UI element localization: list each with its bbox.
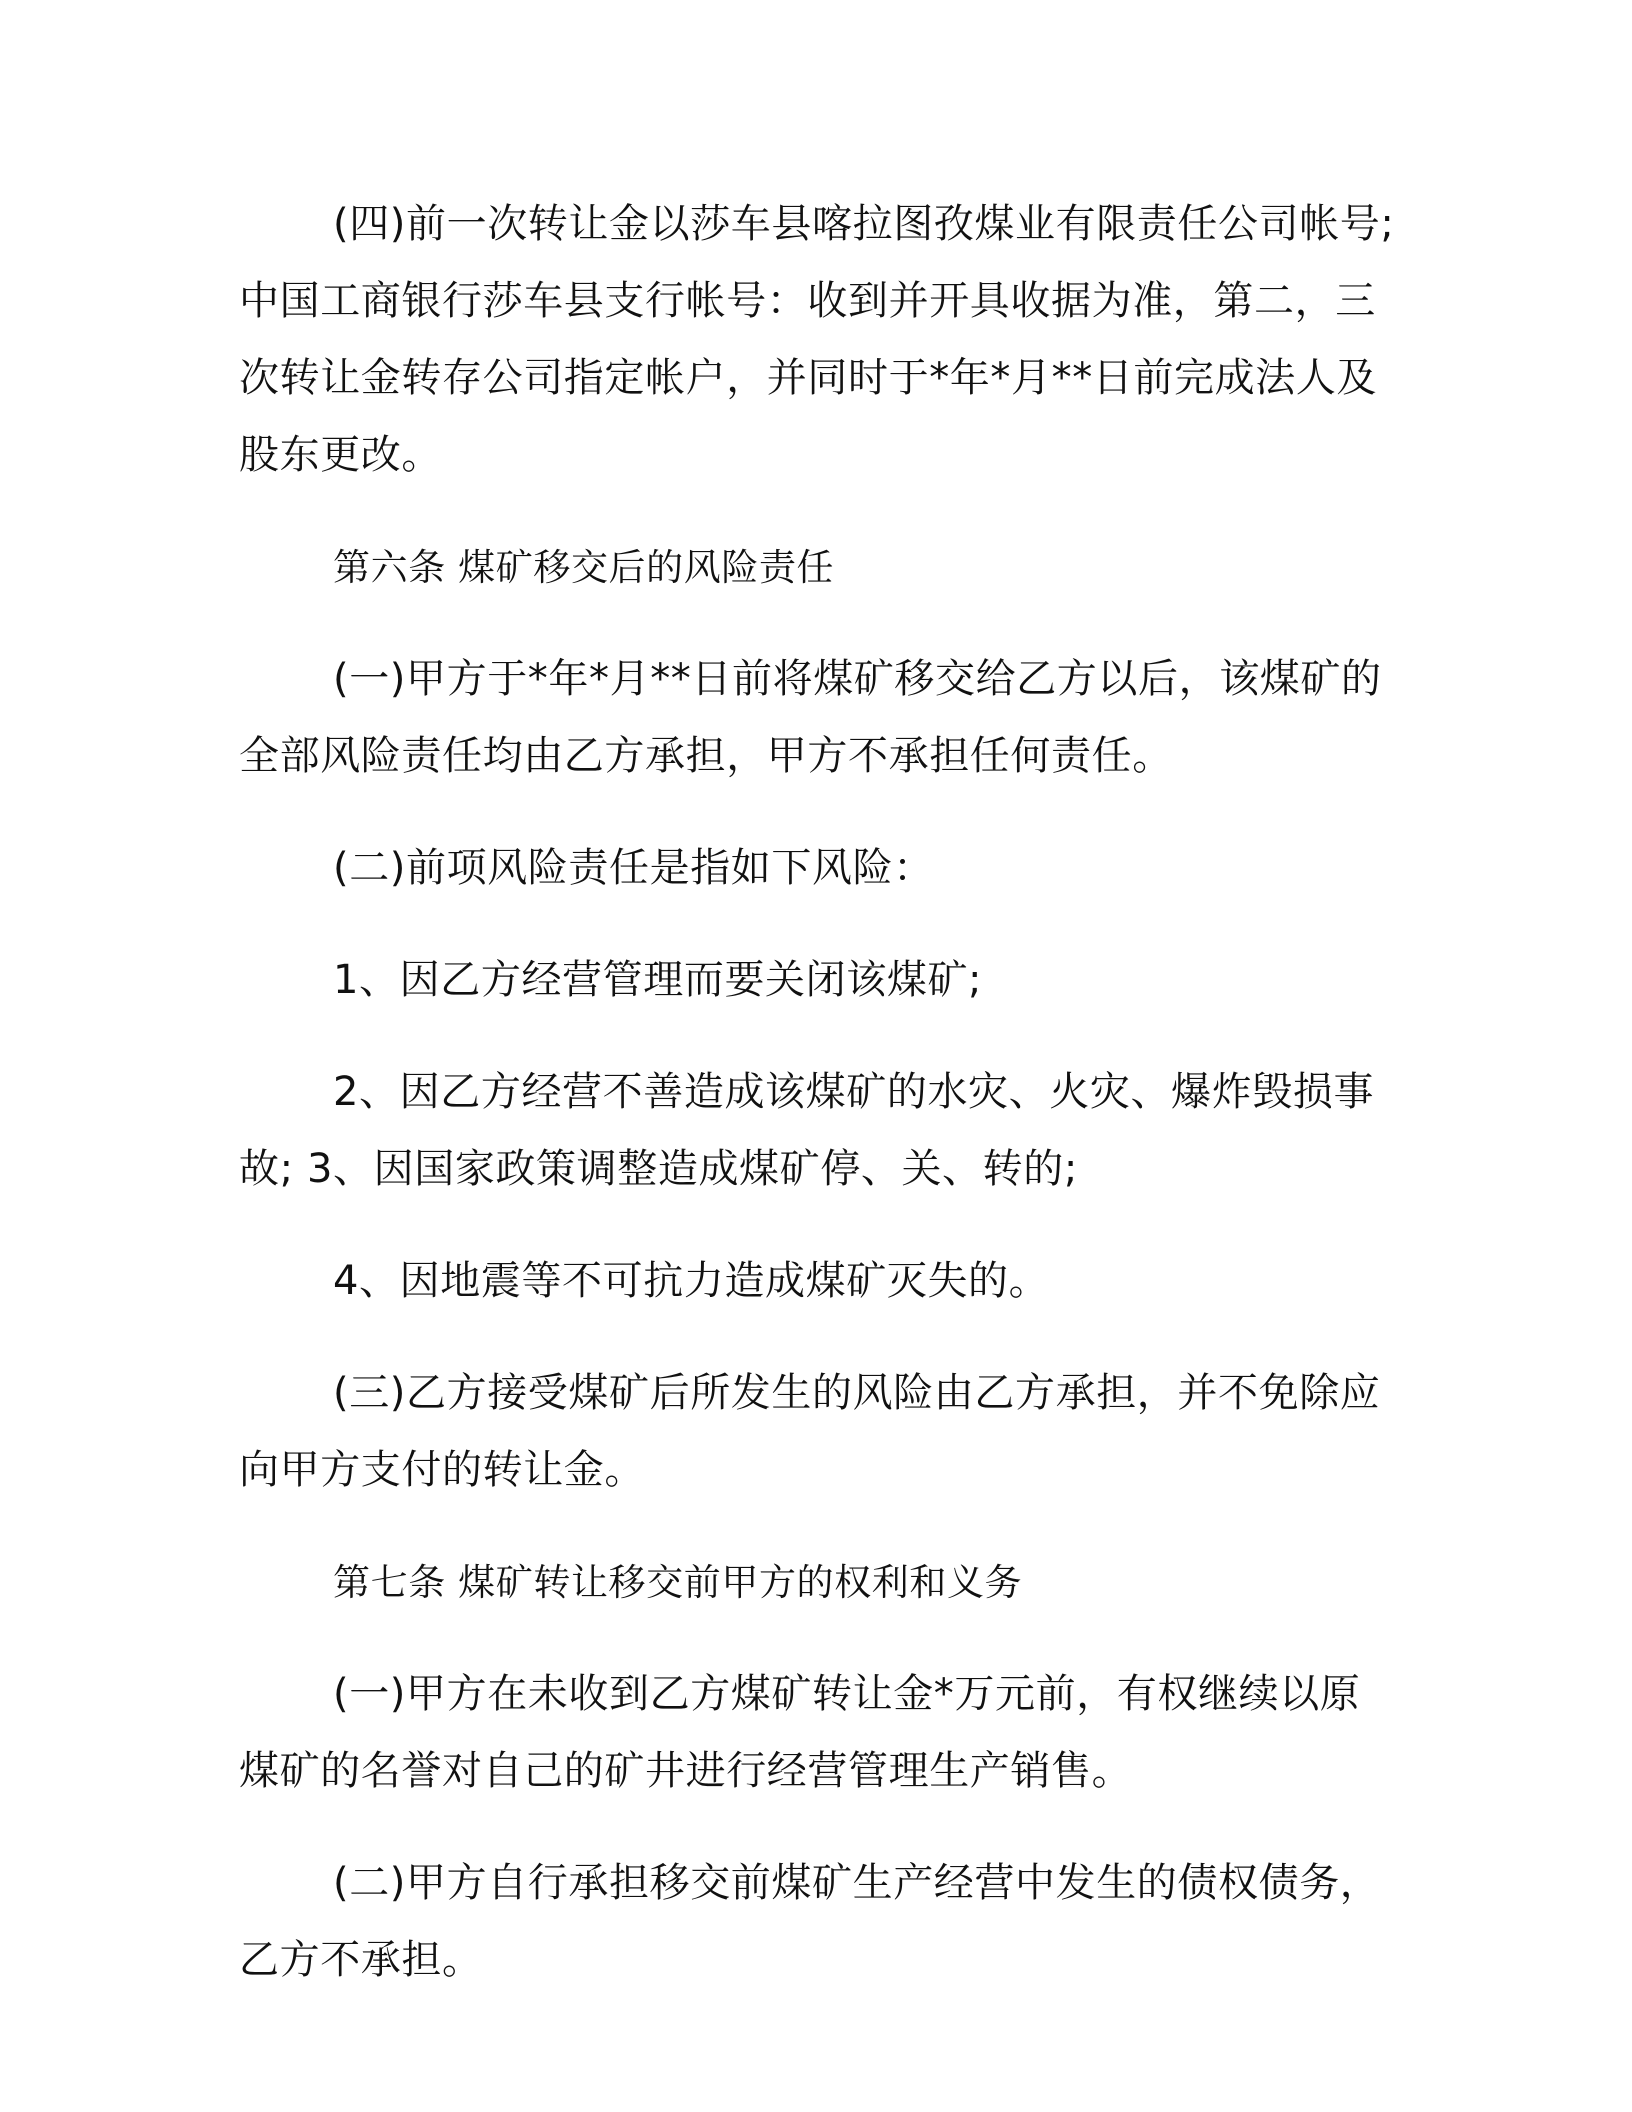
paragraph-item-4-account: (四)前一次转让金以莎车县喀拉图孜煤业有限责任公司帐号;中国工商银行莎车县支行帐号：收到并开具收据为准，第二，三次转让金转存公司指定帐户，并同时于*年*月**日前完成法人及股东更改。 xyxy=(239,201,1395,478)
article-7-heading: 第七条 煤矿转让移交前甲方的权利和义务 xyxy=(333,1561,1023,1604)
article-6-heading: 第六条 煤矿移交后的风险责任 xyxy=(333,546,835,589)
paragraph-item-1-risk-transfer: (一)甲方于*年*月**日前将煤矿移交给乙方以后，该煤矿的全部风险责任均由乙方承担，甲方不承担任何责任。 xyxy=(239,656,1382,779)
paragraph-risk-1: 1、因乙方经营管理而要关闭该煤矿; xyxy=(333,957,983,1003)
paragraph-item-3-risk-payment: (三)乙方接受煤矿后所发生的风险由乙方承担，并不免除应向甲方支付的转让金。 xyxy=(239,1370,1381,1493)
paragraph-item-2-debts: (二)甲方自行承担移交前煤矿生产经营中发生的债权债务，乙方不承担。 xyxy=(239,1860,1381,1983)
paragraph-risk-4: 4、因地震等不可抗力造成煤矿灭失的。 xyxy=(333,1258,1050,1304)
document-body xyxy=(239,186,1399,2034)
paragraph-item-1-rights: (一)甲方在未收到乙方煤矿转让金*万元前，有权继续以原煤矿的名誉对自己的矿井进行经营管理生产销售。 xyxy=(239,1671,1361,1794)
paragraph-risk-2-3: 2、因乙方经营不善造成该煤矿的水灾、火灾、爆炸毁损事故; 3、因国家政策调整造成煤矿停、关、转的; xyxy=(239,1069,1375,1192)
paragraph-item-2-risk-list: (二)前项风险责任是指如下风险： xyxy=(333,845,934,891)
